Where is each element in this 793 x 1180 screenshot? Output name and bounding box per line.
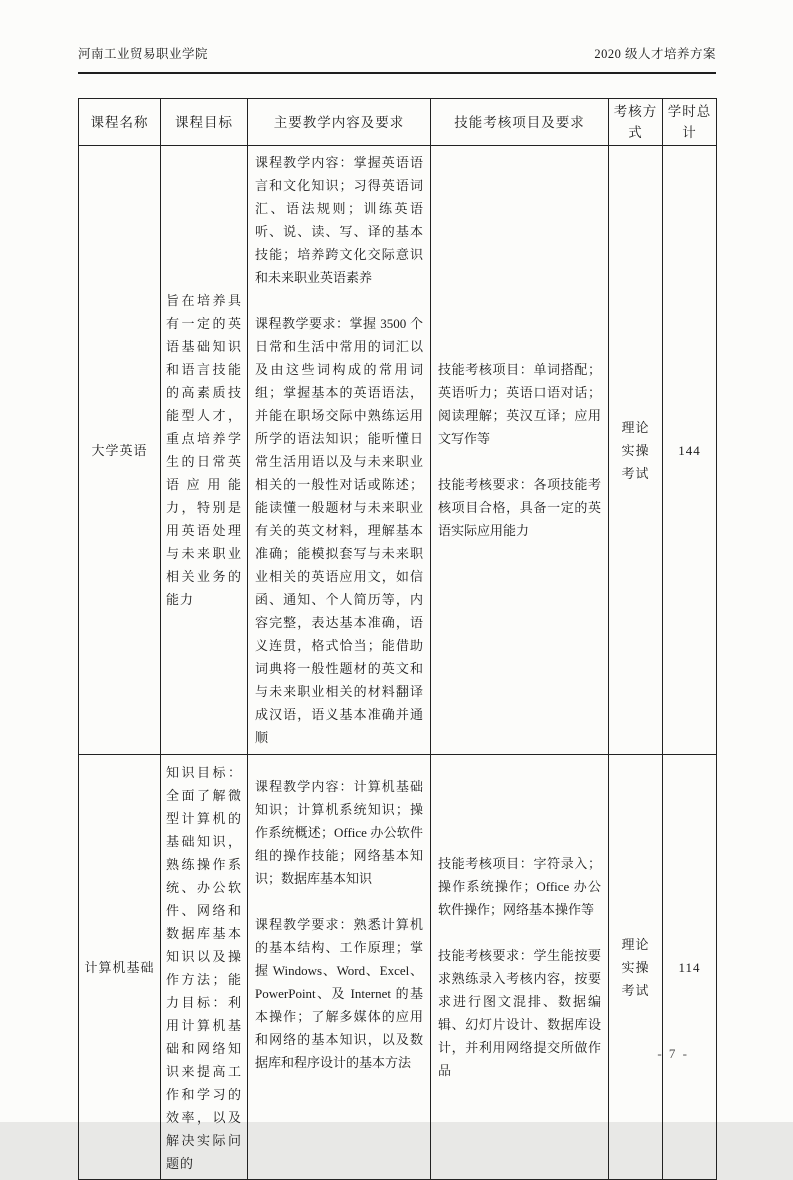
skill-requirement-paragraph: 技能考核要求：学生能按要求熟练录入考核内容，按要求进行图文混排、数据编辑、幻灯片设计、数据库设计，并利用网络提交所做作品 (438, 948, 601, 1078)
total-hours-cell: 144 (663, 146, 717, 755)
header-total-hours: 学时总计 (663, 99, 717, 146)
page-number: - 7 - (657, 1046, 689, 1061)
teaching-content-paragraph: 课程教学内容：计算机基础知识；计算机系统知识；操作系统概述；Office 办公软件组的操作技能；网络基本知识；数据库基本知识 (255, 779, 423, 886)
course-name-cell: 计算机基础 (79, 755, 161, 1180)
running-header (78, 46, 716, 74)
assessment-method-cell: 理论实操考试 (609, 146, 663, 755)
course-name-cell: 大学英语 (79, 146, 161, 755)
table-row-college-english (79, 146, 717, 755)
teaching-content-paragraph: 课程教学内容：掌握英语语言和文化知识；习得英语词汇、语法规则；训练英语听、说、读、写、译的基本技能；培养跨文化交际意识和未来职业英语素养 (255, 155, 423, 285)
skill-items-paragraph: 技能考核项目：字符录入；操作系统操作；Office 办公软件操作；网络基本操作等 (438, 856, 601, 917)
table-row-computer-basics (79, 755, 717, 1180)
header-teaching-content: 主要教学内容及要求 (248, 99, 431, 146)
plan-title: 2020 级人才培养方案 (594, 47, 716, 61)
teaching-content-cell (248, 146, 431, 755)
header-course-name: 课程名称 (79, 99, 161, 146)
teaching-requirement-paragraph: 课程教学要求：掌握 3500 个日常和生活中常用的词汇以及由这些词构成的常用词组；掌握基本的英语语法，并能在职场交际中熟练运用所学的语法知识；能听懂日常生活用语以及与未来职业相关的一般性对话或陈述；能读懂一般题材与未来职业有关的英文材料，理解基本准确；能模拟套写与未来职业相关的英语应用文，如信函、通知、个人简历等，内容完整，表达基本准确，语义连贯，格式恰当；能借助词典将一般性题材的英文和与未来职业相关的材料翻译成汉语，语义基本准确并通顺 (255, 316, 423, 745)
course-table (78, 98, 717, 1180)
teaching-requirement-paragraph: 课程教学要求：熟悉计算机的基本结构、工作原理；掌握 Windows、Word、Excel、PowerPoint、及 Internet 的基本操作；了解多媒体的应用和网络的基本知识，以及数据库和程序设计的基本方法 (255, 917, 423, 1070)
skill-requirement-paragraph: 技能考核要求：各项技能考核项目合格，具备一定的英语实际应用能力 (438, 477, 601, 538)
table-header-row (79, 99, 717, 146)
header-assessment-method: 考核方式 (609, 99, 663, 146)
skill-assessment-cell (431, 755, 609, 1180)
teaching-content-cell (248, 755, 431, 1180)
skill-assessment-cell (431, 146, 609, 755)
skill-items-paragraph: 技能考核项目：单词搭配；英语听力；英语口语对话；阅读理解；英汉互译；应用文写作等 (438, 362, 601, 446)
course-objective-cell: 知识目标：全面了解微型计算机的基础知识，熟练操作系统、办公软件、网络和数据库基本知识以及操作方法；能力目标：利用计算机基础和网络知识来提高工作和学习的效率，以及解决实际问题的 (161, 755, 248, 1180)
school-name: 河南工业贸易职业学院 (78, 47, 209, 61)
header-course-objective: 课程目标 (161, 99, 248, 146)
total-hours-cell: 114 (663, 755, 717, 1180)
assessment-method-cell: 理论实操考试 (609, 755, 663, 1180)
header-skill-assessment: 技能考核项目及要求 (431, 99, 609, 146)
course-objective-cell: 旨在培养具有一定的英语基础知识和语言技能的高素质技能型人才，重点培养学生的日常英语应用能力，特别是用英语处理与未来职业相关业务的能力 (161, 146, 248, 755)
